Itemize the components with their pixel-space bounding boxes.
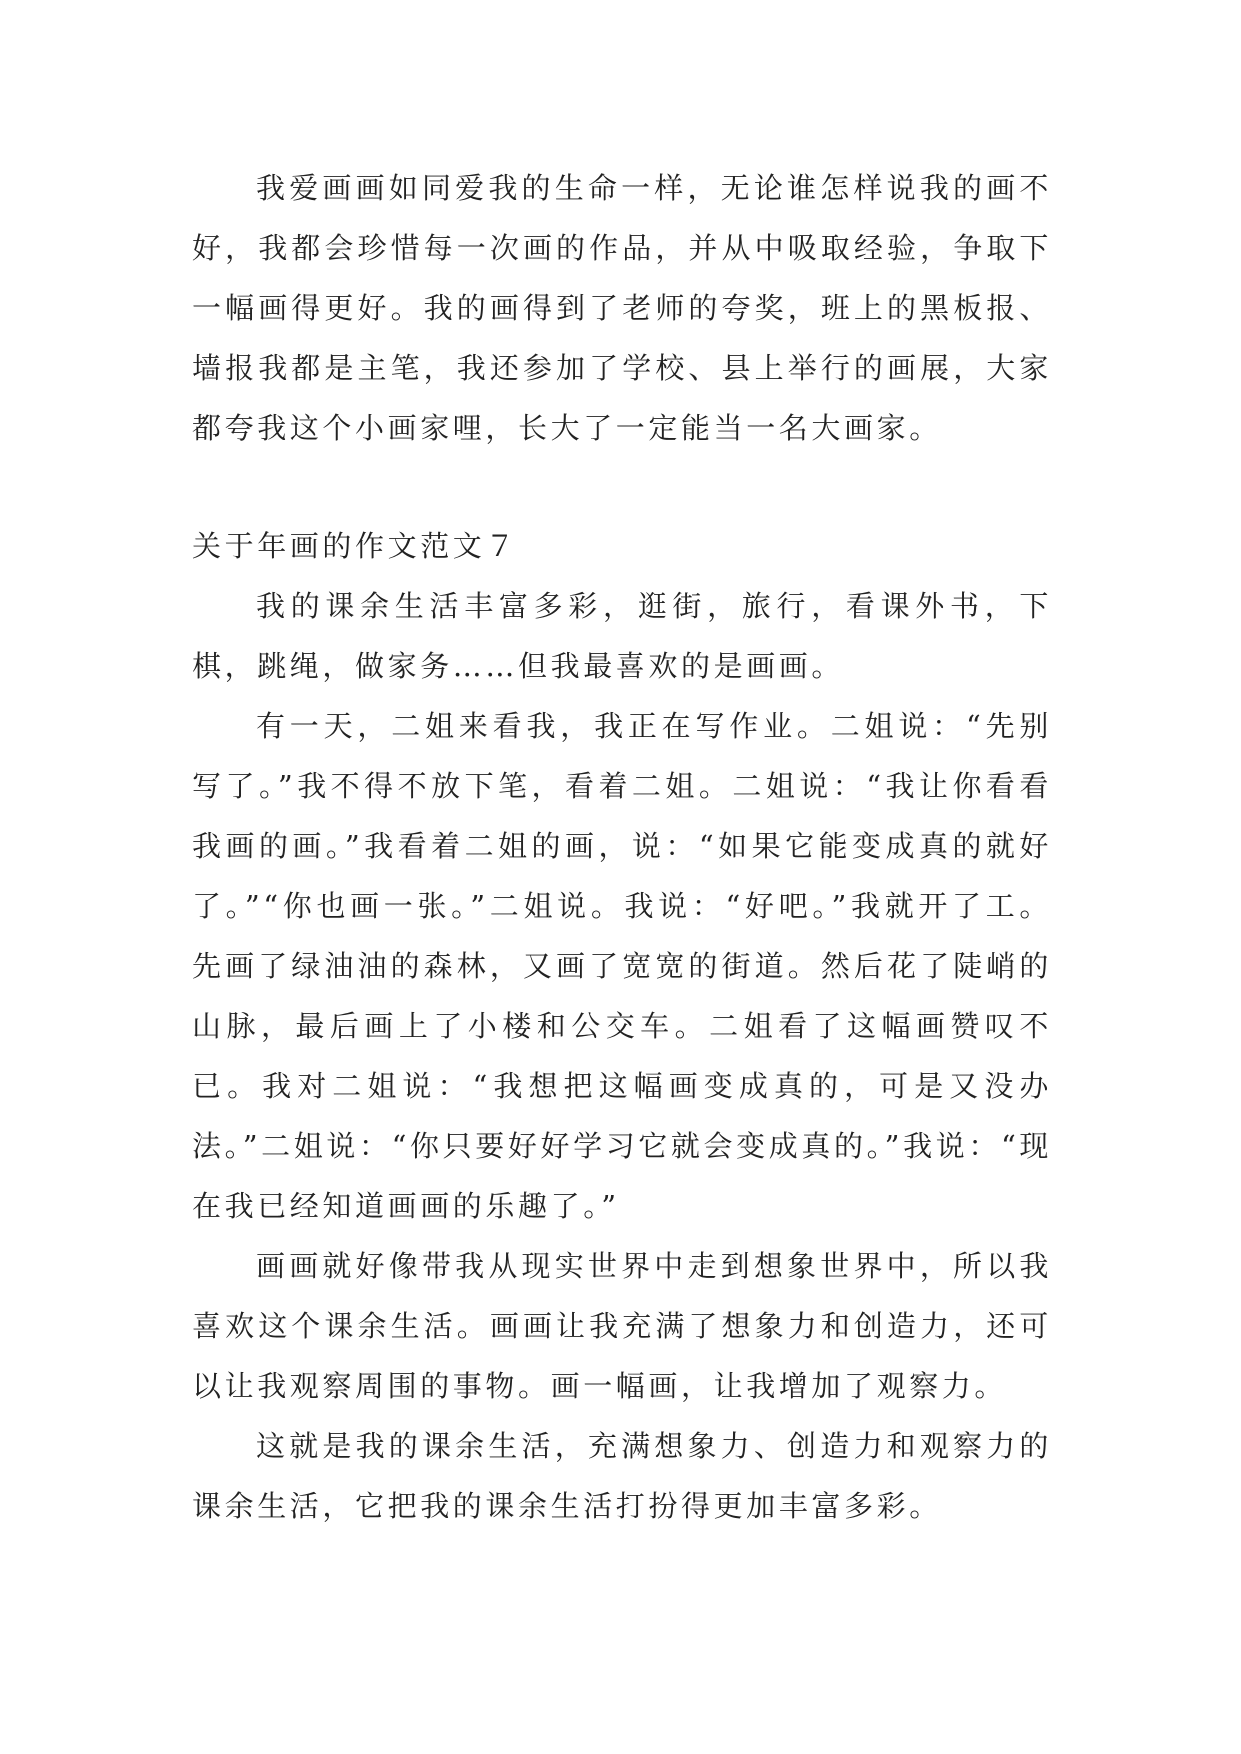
paragraph-4: 这就是我的课余生活，充满想象力、创造力和观察力的课余生活，它把我的课余生活打扮得更加丰富多彩。 <box>192 1429 1052 1523</box>
document-page <box>192 158 1052 1536</box>
intro-paragraph: 我爱画画如同爱我的生命一样，无论谁怎样说我的画不好，我都会珍惜每一次画的作品，并从中吸取经验，争取下一幅画得更好。我的画得到了老师的夸奖，班上的黑板报、墙报我都是主笔，我还参加了学校、县上举行的画展，大家都夸我这个小画家哩，长大了一定能当一名大画家。 <box>192 171 1052 445</box>
paragraph-3: 画画就好像带我从现实世界中走到想象世界中，所以我喜欢这个课余生活。画画让我充满了想象力和创造力，还可以让我观察周围的事物。画一幅画，让我增加了观察力。 <box>192 1249 1052 1403</box>
paragraph-2: 有一天，二姐来看我，我正在写作业。二姐说：“先别写了。”我不得不放下笔，看着二姐。二姐说：“我让你看看我画的画。”我看着二姐的画，说：“如果它能变成真的就好了。”“你也画一张。”二姐说。我说：“好吧。”我就开了工。先画了绿油油的森林，又画了宽宽的街道。然后花了陡峭的山脉，最后画上了小楼和公交车。二姐看了这幅画赞叹不已。我对二姐说：“我想把这幅画变成真的，可是又没办法。”二姐说：“你只要好好学习它就会变成真的。”我说：“现在我已经知道画画的乐趣了。” <box>192 709 1052 1223</box>
section-spacer <box>192 458 1052 516</box>
paragraph-1: 我的课余生活丰富多彩，逛街，旅行，看课外书，下棋，跳绳，做家务……但我最喜欢的是画画。 <box>192 589 1052 683</box>
section-title: 关于年画的作文范文７ <box>192 529 519 563</box>
